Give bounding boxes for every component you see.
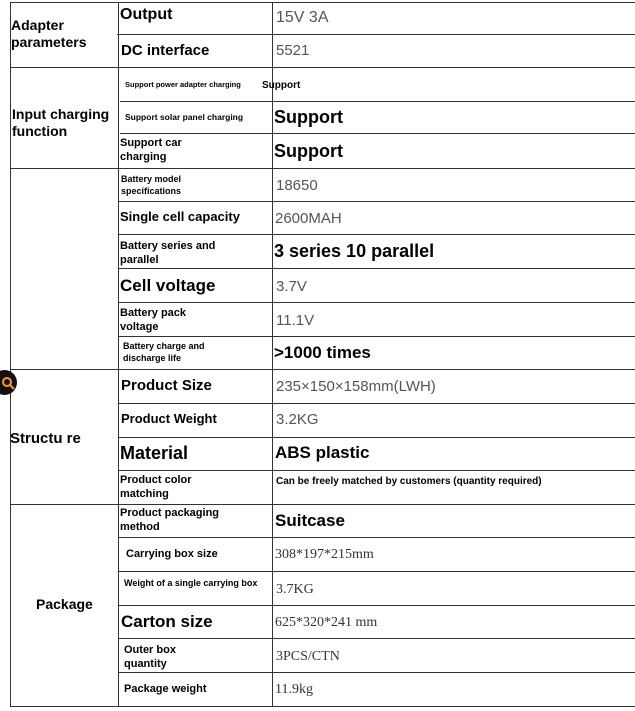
row-value: 3.2KG (276, 411, 319, 428)
group-divider (10, 168, 635, 169)
row-label: Battery series and parallel (120, 240, 216, 266)
row-label: Cell voltage (120, 276, 216, 295)
row-value: Can be freely matched by customers (quantity required) (276, 476, 542, 487)
row-value: 11.1V (276, 312, 315, 329)
row-value: 11.9kg (275, 682, 313, 697)
row-label: Battery pack voltage (120, 307, 187, 333)
row-divider (118, 437, 635, 438)
left-border (10, 2, 11, 706)
row-value: Suitcase (275, 511, 345, 530)
group-divider (10, 67, 635, 68)
row-divider (117, 34, 635, 35)
row-value: >1000 times (274, 343, 371, 362)
group-package: Package (36, 596, 93, 612)
group-input-charging-function: Input charging function (12, 106, 110, 139)
row-value: 235×150×158mm(LWH) (276, 378, 436, 395)
row-value: ABS plastic (275, 443, 370, 462)
row-value: 625*320*241 mm (275, 615, 378, 630)
row-label: Support solar panel charging (125, 112, 244, 122)
row-divider (118, 403, 635, 404)
row-label: Battery charge and discharge life (123, 341, 205, 363)
row-value: 5521 (276, 42, 310, 59)
row-label: DC interface (121, 42, 210, 59)
group-divider (10, 504, 635, 505)
row-value: Support (274, 107, 343, 127)
row-label: Product color matching (120, 474, 192, 500)
row-divider (118, 672, 635, 673)
group-adapter-parameters: Adapter parameters (11, 17, 87, 50)
search-button[interactable] (0, 370, 17, 395)
row-label: Output (120, 6, 173, 23)
row-divider (118, 571, 635, 572)
table-top-border (10, 2, 635, 3)
row-value: 3PCS/CTN (276, 649, 340, 664)
row-value: 15V 3A (276, 9, 329, 26)
row-label: Single cell capacity (120, 209, 240, 224)
row-label: Carton size (121, 612, 213, 631)
row-value: Support (262, 80, 301, 91)
row-value: 2600MAH (275, 210, 342, 227)
row-divider (118, 470, 635, 471)
row-label: Battery model specifications (121, 174, 182, 196)
row-label: Support car charging (120, 137, 182, 163)
search-icon (1, 376, 15, 390)
row-divider (120, 101, 635, 102)
row-label: Package weight (124, 683, 207, 695)
row-label: Weight of a single carrying box (124, 578, 258, 588)
row-divider (118, 638, 635, 639)
table-bottom-border (10, 706, 635, 707)
row-divider (118, 336, 635, 337)
row-divider (118, 201, 635, 202)
row-divider (118, 537, 635, 538)
row-divider (118, 605, 635, 606)
group-structure: Structu re (10, 430, 81, 447)
group-divider (10, 369, 635, 370)
row-label: Support power adapter charging (125, 80, 241, 89)
row-label: Outer box quantity (124, 644, 176, 670)
row-value: 3.7V (276, 278, 307, 295)
row-label: Product Size (121, 377, 212, 394)
row-value: Support (274, 141, 343, 161)
row-divider (118, 234, 635, 235)
row-divider (118, 268, 635, 269)
row-label: Carrying box size (126, 548, 218, 560)
row-value: 308*197*215mm (275, 547, 374, 562)
row-value: 3 series 10 parallel (274, 241, 435, 261)
row-divider (118, 302, 635, 303)
row-divider (120, 133, 635, 134)
row-value: 3.7KG (276, 582, 314, 597)
row-label: Product packaging method (120, 507, 220, 533)
value-column-divider (272, 2, 273, 706)
row-label: Product Weight (121, 411, 217, 426)
row-value: 18650 (276, 177, 318, 194)
row-label: Material (120, 443, 189, 463)
